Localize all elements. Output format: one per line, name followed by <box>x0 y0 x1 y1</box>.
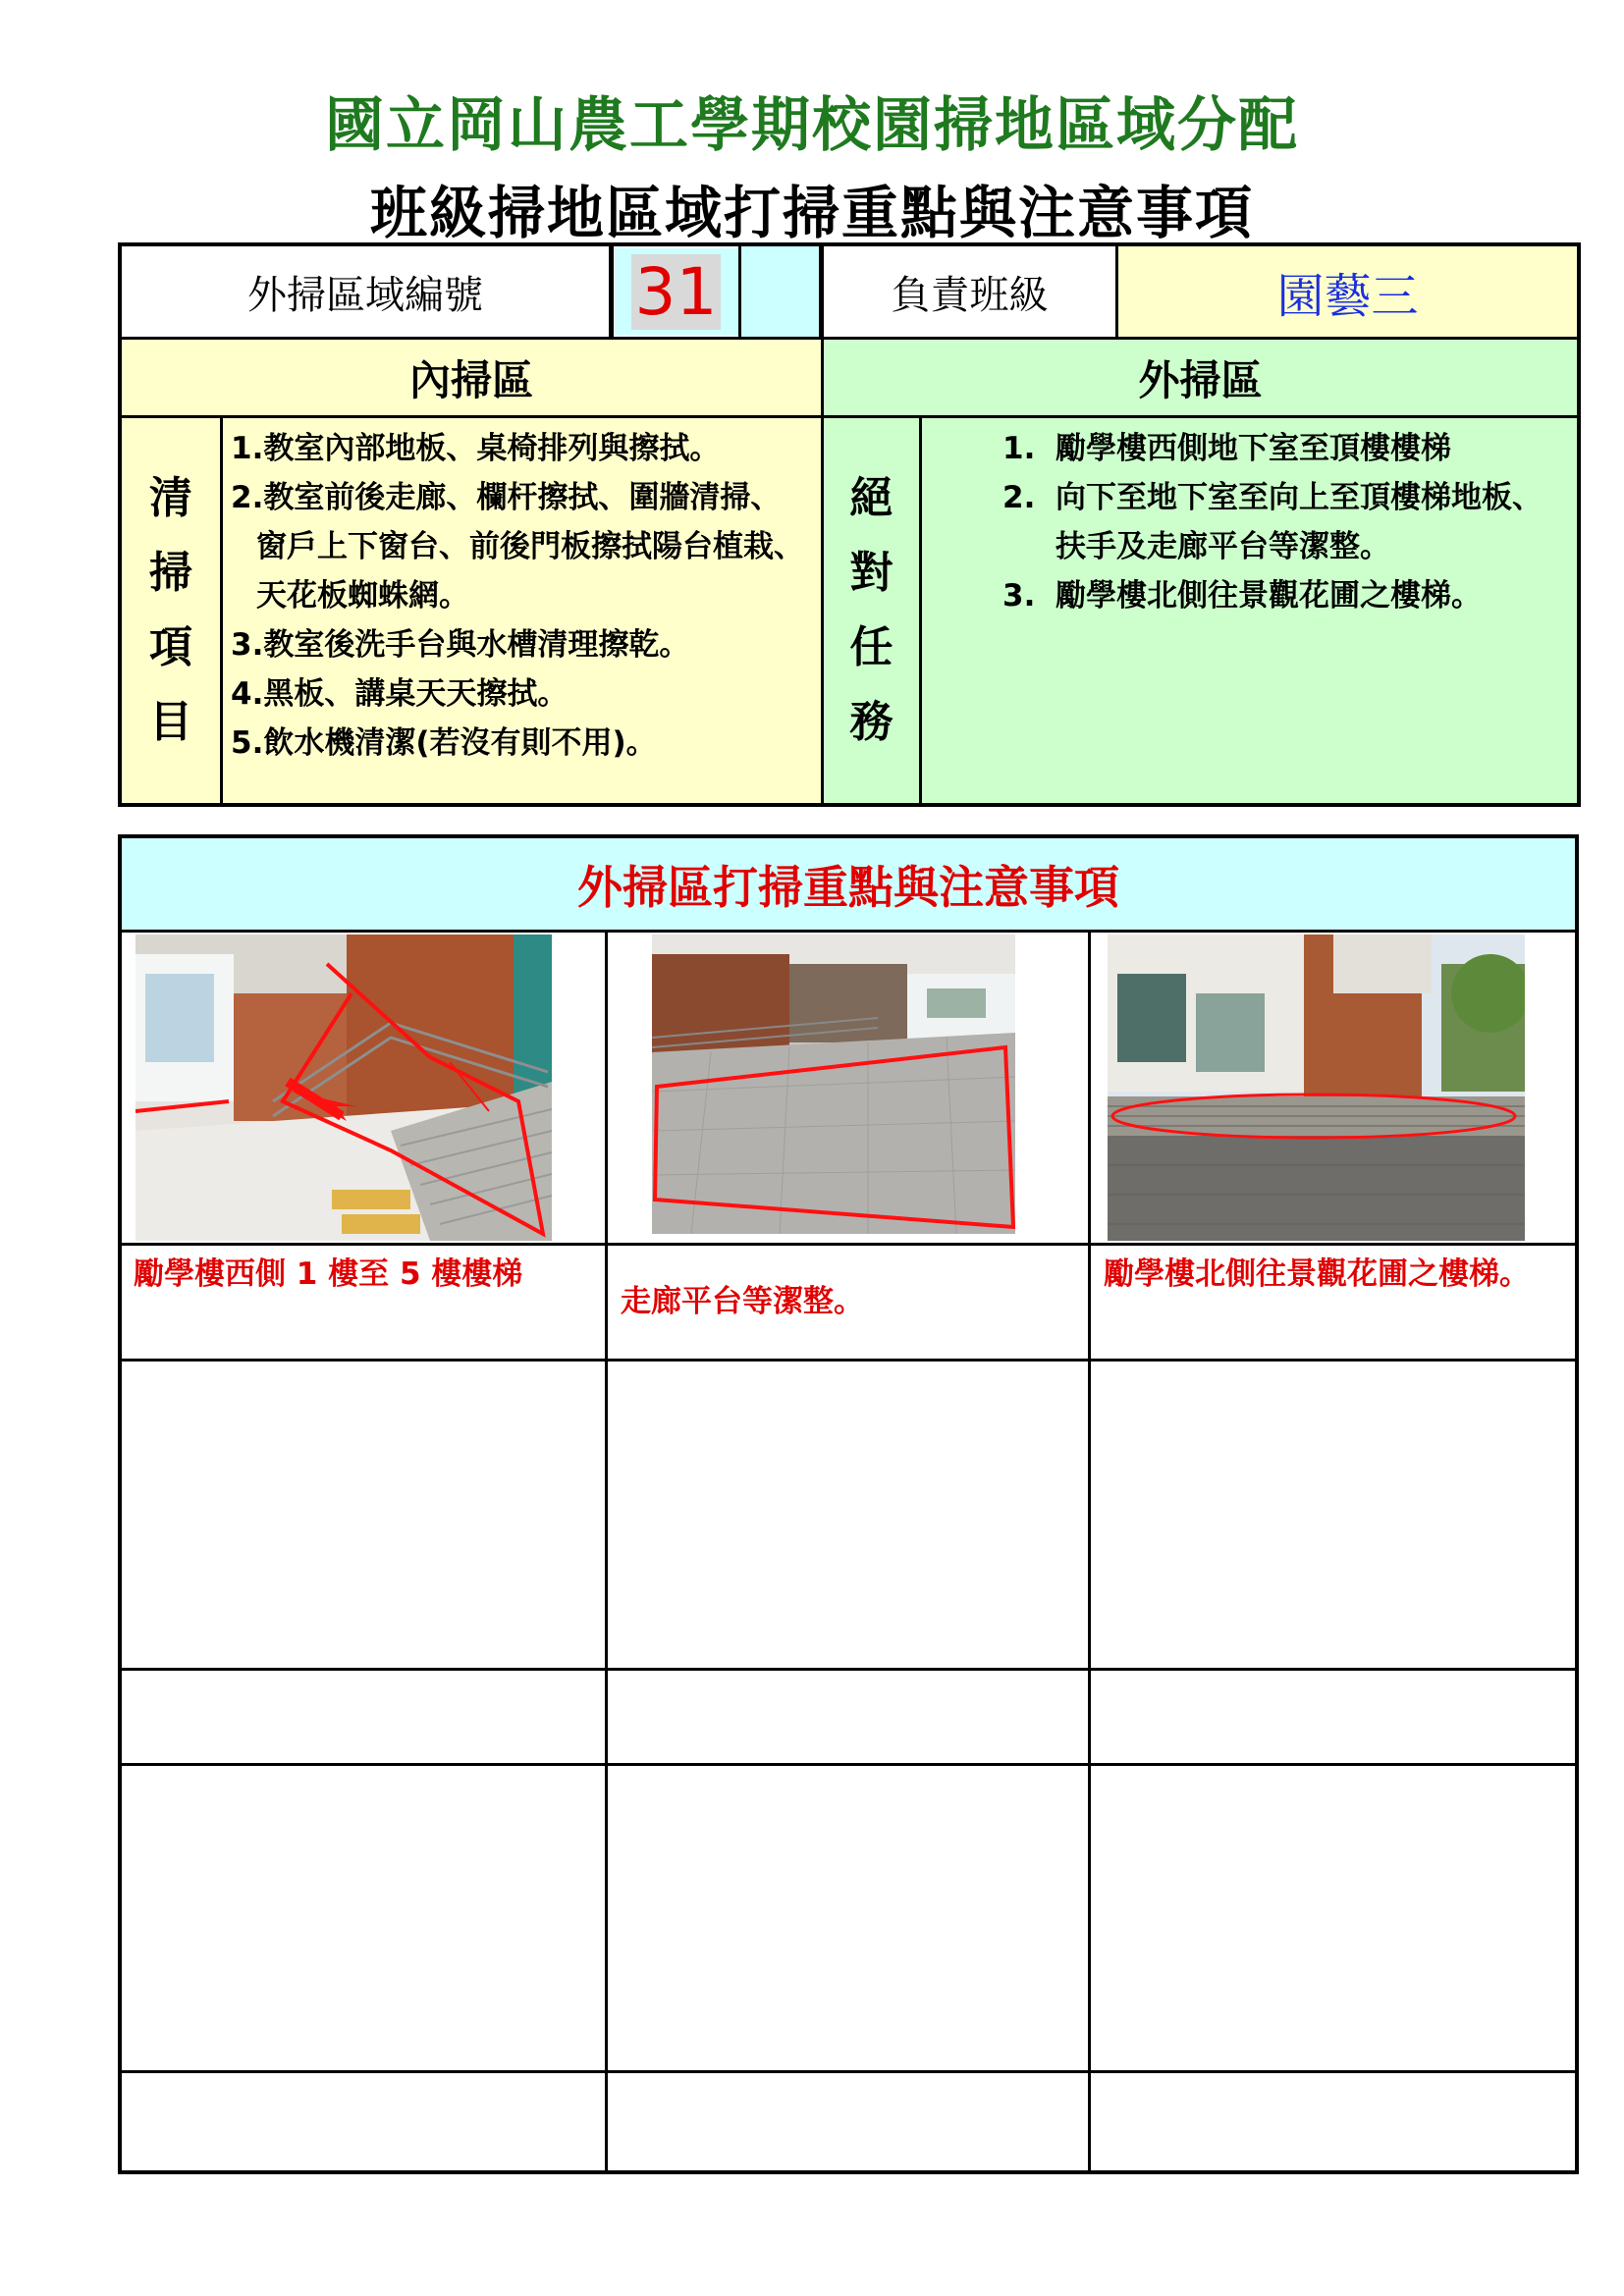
list-item: 5.飲水機清潔(若沒有則不用)。 <box>231 725 657 761</box>
list-item: 4.黑板、講桌天天擦拭。 <box>231 676 568 712</box>
page-subtitle: 班級掃地區域打掃重點與注意事項 <box>369 180 1254 246</box>
outer-items-list <box>987 424 1556 620</box>
inner-side-label: 清 掃 項 目 <box>122 415 220 803</box>
page-title: 國立岡山農工學期校園掃地區域分配 <box>325 91 1299 160</box>
notes-heading: 外掃區打掃重點與注意事項 <box>122 838 1575 930</box>
list-item: 1. 勵學樓西側地下室至頂樓樓梯 <box>1002 431 1451 466</box>
caption-corridor: 走廊平台等潔整。 <box>621 1284 864 1319</box>
area-number: 31 <box>631 254 722 330</box>
stairs-photo <box>135 934 552 1241</box>
area-number-cell <box>611 246 738 337</box>
inner-area-heading: 內掃區 <box>122 337 821 415</box>
list-item: 1.教室內部地板、桌椅排列與擦拭。 <box>231 431 721 466</box>
outer-side-label: 絕 對 任 務 <box>821 415 919 803</box>
area-number-label: 外掃區域編號 <box>247 272 483 318</box>
list-item: 2.教室前後走廊、欄杆擦拭、圍牆清掃、窗戶上下窗台、前後門板擦拭陽台植栽、天花板蜘蛛網。 <box>231 480 804 614</box>
corridor-photo <box>652 934 1015 1234</box>
outer-area-heading: 外掃區 <box>821 337 1577 415</box>
list-item: 3. 勵學樓北側往景觀花圃之樓梯。 <box>1002 578 1482 614</box>
class-label: 負責班級 <box>821 246 1115 337</box>
list-item: 2. 向下至地下室至向上至頂樓梯地板、扶手及走廊平台等潔整。 <box>1002 480 1543 564</box>
north-stairs-photo <box>1108 934 1525 1241</box>
caption-stairs: 勵學樓西側 1 樓至 5 樓樓梯 <box>134 1256 523 1292</box>
inner-items-list <box>231 424 804 768</box>
caption-north-stairs: 勵學樓北側往景觀花圃之樓梯。 <box>1104 1256 1530 1292</box>
list-item: 3.教室後洗手台與水槽清理擦乾。 <box>231 627 690 663</box>
class-name: 園藝三 <box>1115 246 1577 337</box>
notes-table <box>118 834 1579 2174</box>
